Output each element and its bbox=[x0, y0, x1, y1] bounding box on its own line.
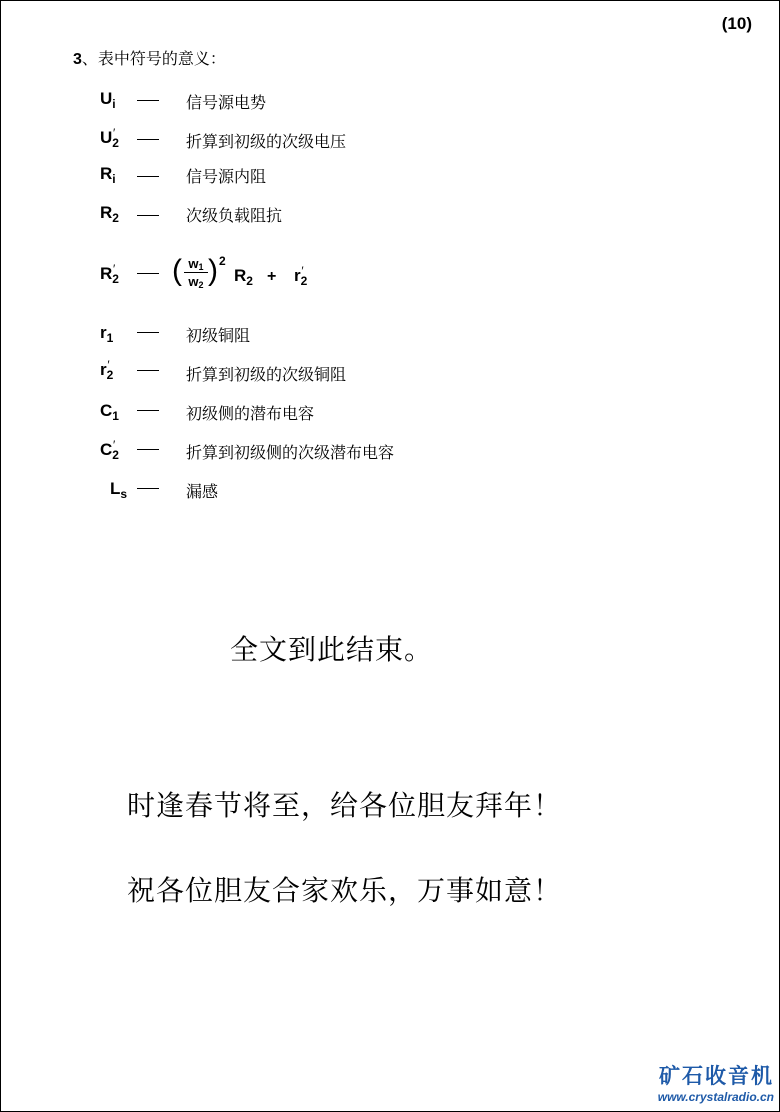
symbol-ri: $R_i$ bbox=[100, 164, 116, 186]
greeting-line-1: 时逢春节将至，给各位胆友拜年！ bbox=[127, 789, 563, 822]
dash bbox=[137, 273, 159, 274]
symbol-description: 信号源内阻 bbox=[186, 167, 267, 186]
symbol-description: 初级铜阻 bbox=[186, 326, 251, 345]
section-number: 3 bbox=[73, 51, 82, 68]
dash bbox=[137, 449, 159, 450]
page-number: (10) bbox=[721, 14, 752, 33]
logo-name: 矿石收音机 bbox=[659, 1065, 774, 1088]
symbol-c2-prime: $C_2'$ bbox=[100, 438, 119, 462]
dash bbox=[137, 410, 159, 411]
dash bbox=[137, 139, 159, 140]
symbol-description: 初级侧的潜布电容 bbox=[186, 404, 315, 423]
fraction-bar bbox=[184, 272, 208, 273]
logo-url: www.crystalradio.cn bbox=[657, 1090, 774, 1104]
greeting-line-2: 祝各位胆友合家欢乐，万事如意！ bbox=[127, 874, 563, 907]
symbol-r2-prime: $R_2'$ bbox=[100, 262, 119, 286]
left-paren: ( bbox=[172, 254, 182, 287]
symbol-description: 漏感 bbox=[186, 482, 219, 501]
right-paren: ) bbox=[208, 254, 218, 287]
dash bbox=[137, 176, 159, 177]
dash bbox=[137, 332, 159, 333]
symbol-ls: $L_s$ bbox=[110, 479, 128, 501]
formula-r2-prime: $r_2'$ bbox=[294, 264, 308, 288]
symbol-c1: $C_1$ bbox=[100, 401, 119, 423]
symbol-ui: $U_i$ bbox=[100, 89, 116, 111]
plus-sign: + bbox=[267, 268, 277, 285]
ending-text: 全文到此结束。 bbox=[230, 633, 434, 666]
symbol-description: 折算到初级的次级铜阻 bbox=[186, 365, 347, 384]
section-title-text: 、表中符号的意义： bbox=[81, 49, 226, 68]
dash bbox=[137, 215, 159, 216]
exponent: 2 bbox=[219, 254, 226, 268]
symbol-r2-prime-lower: $r_2'$ bbox=[100, 358, 114, 382]
dash bbox=[137, 100, 159, 101]
dash bbox=[137, 370, 159, 371]
symbol-description: 次级负载阻抗 bbox=[186, 206, 283, 225]
symbol-description: 折算到初级侧的次级潜布电容 bbox=[186, 443, 395, 462]
symbol-u2-prime: $U_2'$ bbox=[100, 126, 119, 150]
site-logo bbox=[658, 1060, 774, 1104]
symbol-r1: $r_1$ bbox=[100, 323, 114, 345]
formula-r2: $R_2$ bbox=[234, 266, 253, 288]
fraction-numerator: $w_1$ bbox=[188, 256, 204, 272]
turns-ratio-fraction bbox=[184, 256, 208, 289]
symbol-description: 折算到初级的次级电压 bbox=[186, 132, 347, 151]
symbol-r2: $R_2$ bbox=[100, 203, 119, 225]
fraction-denominator: $w_2$ bbox=[188, 274, 204, 290]
symbol-description: 信号源电势 bbox=[186, 93, 267, 112]
dash bbox=[137, 488, 159, 489]
section-heading bbox=[73, 46, 226, 69]
